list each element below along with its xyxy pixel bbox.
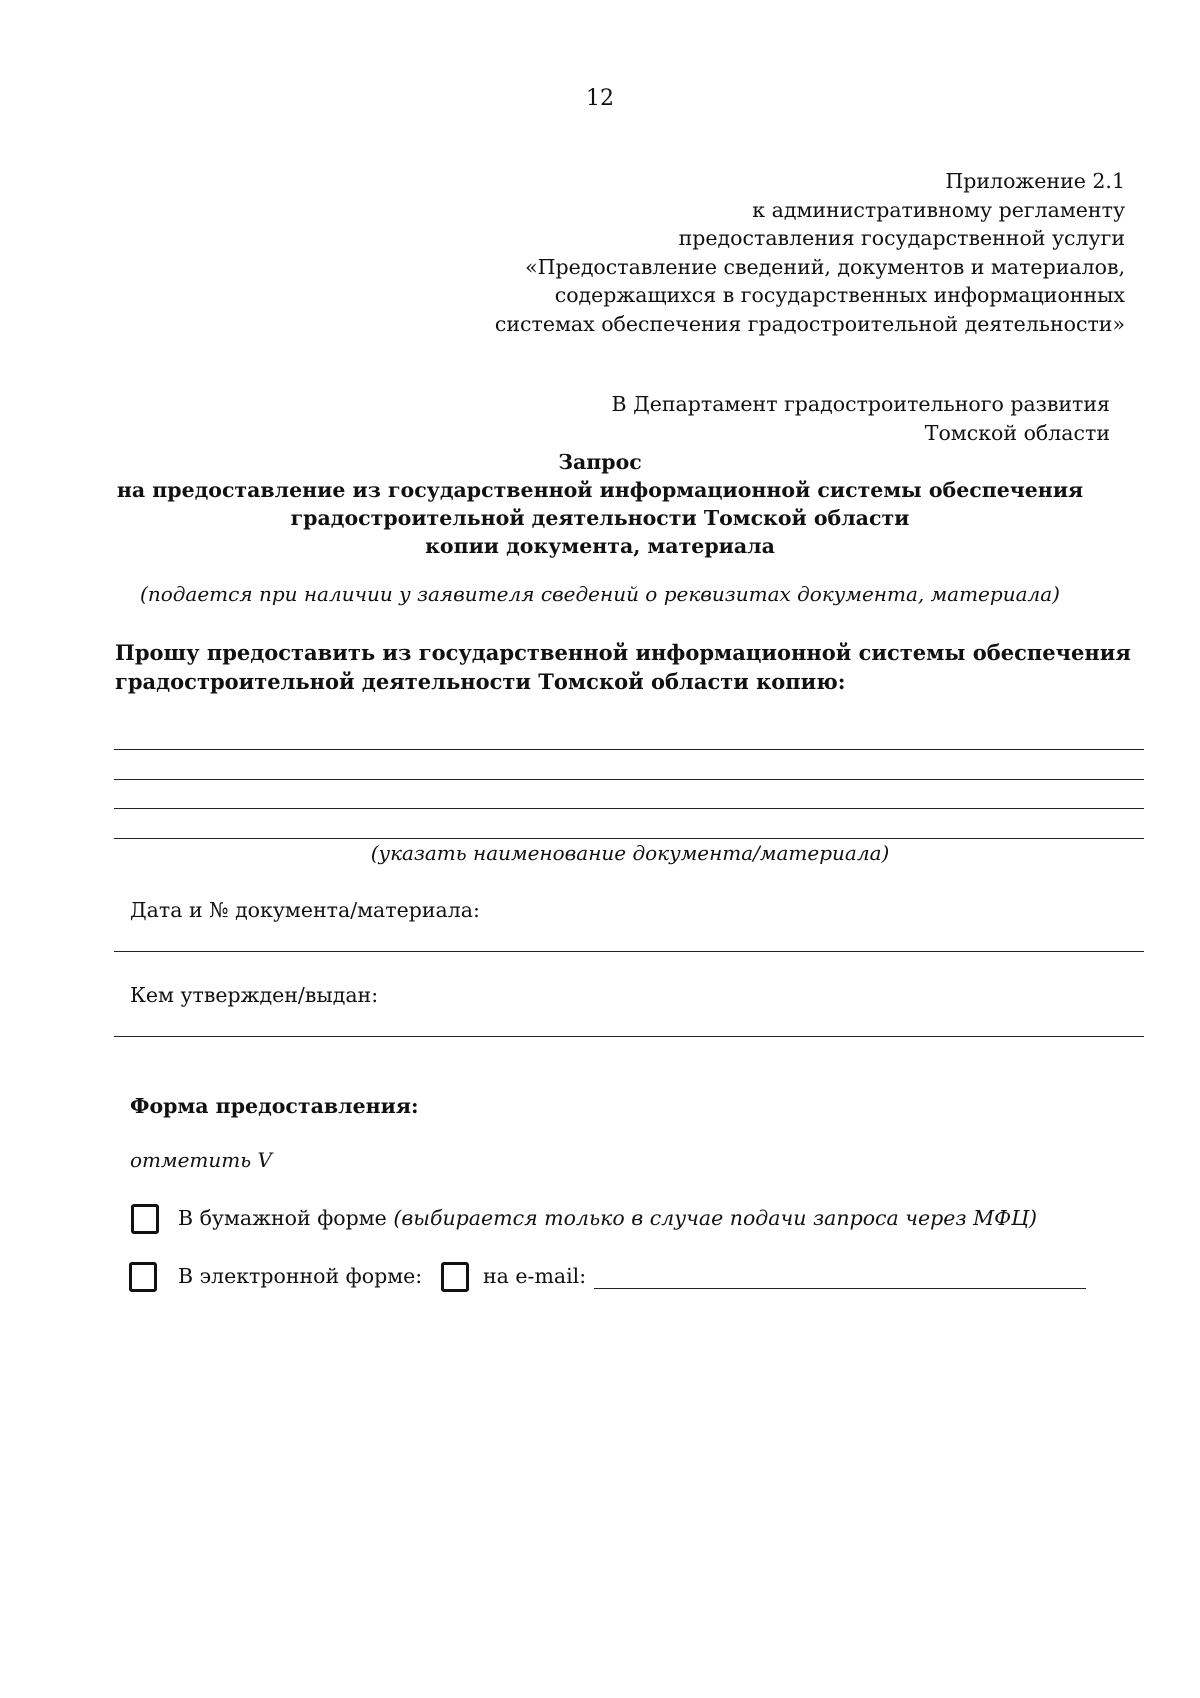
addressee-line: В Департамент градостроительного развития	[611, 392, 1110, 416]
request-line: градостроительной деятельности Томской области копию:	[115, 669, 846, 694]
email-field[interactable]	[594, 1288, 1086, 1289]
submission-note: (подается при наличии у заявителя сведений о реквизитах документа, материала)	[140, 582, 1060, 606]
approved-by-field[interactable]	[114, 1036, 1144, 1037]
request-text	[115, 638, 1131, 696]
paper-form-label: В бумажной форме	[178, 1206, 387, 1230]
document-title	[0, 448, 1200, 560]
page-number: 12	[586, 86, 614, 111]
approved-by-label: Кем утвержден/выдан:	[130, 983, 379, 1007]
appendix-header	[495, 167, 1125, 338]
title-line: Запрос	[558, 450, 642, 474]
document-name-line-3[interactable]	[114, 808, 1144, 809]
appendix-line: к административному регламенту	[752, 197, 1125, 222]
appendix-line: предоставления государственной услуги	[678, 226, 1125, 250]
email-label: на e-mail:	[483, 1264, 587, 1288]
email-checkbox[interactable]	[441, 1262, 469, 1292]
mark-hint: отметить V	[130, 1148, 272, 1172]
document-name-caption: (указать наименование документа/материала)	[370, 841, 890, 865]
addressee-line: Томской области	[924, 421, 1110, 445]
paper-form-note: (выбирается только в случае подачи запроса через МФЦ)	[393, 1206, 1037, 1230]
appendix-line: Приложение 2.1	[945, 169, 1125, 193]
title-line: градостроительной деятельности Томской области	[290, 506, 910, 530]
appendix-line: системах обеспечения градостроительной деятельности»	[494, 311, 1125, 336]
date-number-label: Дата и № документа/материала:	[130, 898, 480, 922]
form-heading: Форма предоставления:	[130, 1094, 419, 1118]
document-name-line-1[interactable]	[114, 749, 1144, 750]
electronic-form-checkbox[interactable]	[129, 1262, 157, 1292]
addressee	[612, 390, 1110, 448]
electronic-form-label: В электронной форме:	[178, 1264, 423, 1288]
request-line: Прошу предоставить из государственной информационной системы обеспечения	[115, 640, 1131, 665]
title-line: на предоставление из государственной информационной системы обеспечения	[116, 478, 1084, 502]
title-line: копии документа, материала	[425, 534, 775, 558]
paper-form-option	[178, 1206, 1037, 1230]
appendix-line: «Предоставление сведений, документов и материалов,	[525, 254, 1125, 279]
appendix-line: содержащихся в государственных информационных	[554, 283, 1125, 307]
date-number-field[interactable]	[114, 951, 1144, 952]
document-name-line-2[interactable]	[114, 779, 1144, 780]
document-name-line-4[interactable]	[114, 838, 1144, 839]
paper-form-checkbox[interactable]	[131, 1204, 159, 1234]
